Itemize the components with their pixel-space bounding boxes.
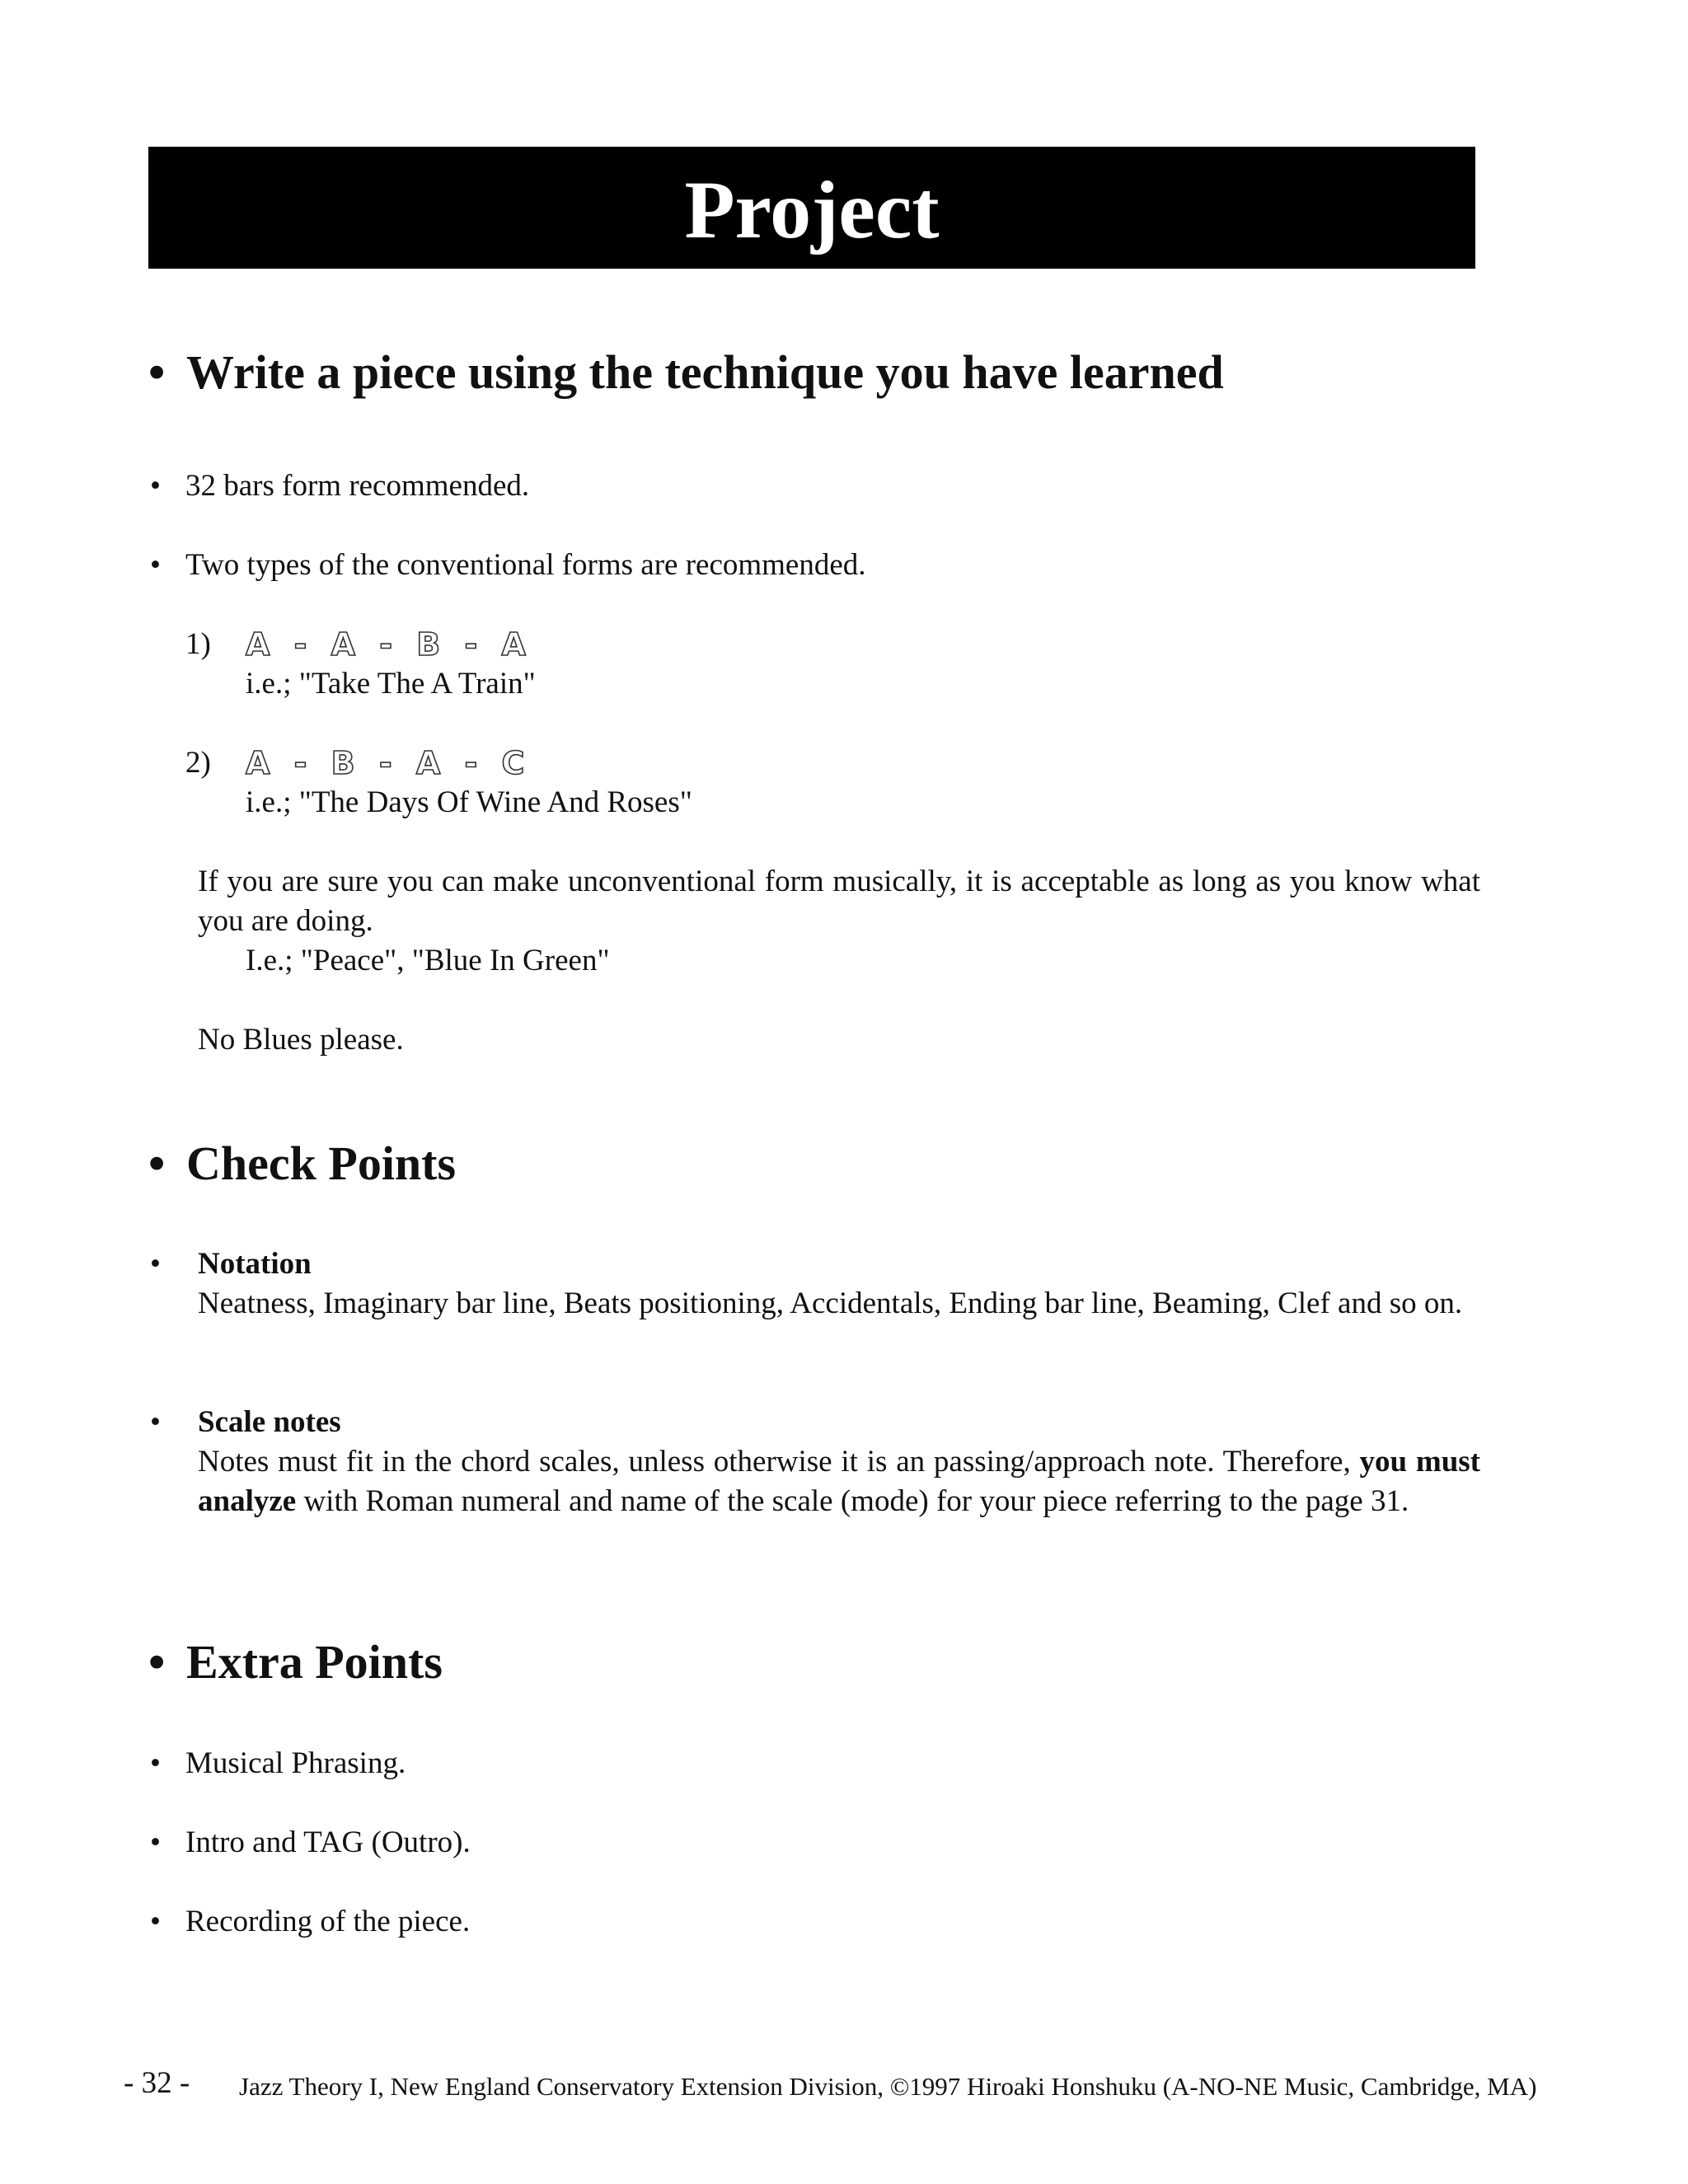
page-title: Project xyxy=(684,164,940,255)
form-number: 1) xyxy=(185,627,211,661)
notation-body: Neatness, Imaginary bar line, Beats positioning, Accidentals, Ending bar line, Beaming, Clef and so on. xyxy=(198,1286,1463,1320)
list-item: Musical Phrasing. xyxy=(185,1746,406,1780)
list-item: Recording of the piece. xyxy=(185,1905,471,1938)
section-heading-text: Extra Points xyxy=(186,1635,443,1689)
section-heading-write-piece xyxy=(148,346,1224,399)
form-letters: A - A - B - A xyxy=(246,626,529,663)
scale-notes-text: Notes must fit in the chord scales, unless otherwise it is an passing/approach note. Therefore, xyxy=(198,1445,1351,1479)
scale-notes-title: Scale notes xyxy=(198,1405,341,1439)
list-item: Intro and TAG (Outro). xyxy=(185,1825,471,1859)
page-number: - 32 - xyxy=(124,2066,190,2100)
scale-notes-body xyxy=(198,1442,1480,1521)
bullet-icon: • xyxy=(150,1905,161,1938)
bullet-icon: • xyxy=(150,1405,161,1439)
notation-title: Notation xyxy=(198,1247,312,1281)
bullet-icon: • xyxy=(150,548,161,582)
list-item: Two types of the conventional forms are recommended. xyxy=(185,548,866,582)
bullet-icon: • xyxy=(150,1825,161,1859)
list-item: 32 bars form recommended. xyxy=(185,469,530,503)
bullet-icon: • xyxy=(150,1247,161,1281)
form-example: i.e.; "Take The A Train" xyxy=(246,667,536,701)
bullet-icon: • xyxy=(148,345,166,399)
title-banner xyxy=(148,147,1475,269)
section-heading-extra-points xyxy=(148,1636,443,1689)
bullet-icon: • xyxy=(150,469,161,503)
scale-notes-text: with Roman numeral and name of the scale (mode) for your piece referring to the page 31. xyxy=(303,1484,1409,1518)
form-example: i.e.; "The Days Of Wine And Roses" xyxy=(246,785,692,819)
section-heading-text: Write a piece using the technique you have learned xyxy=(186,345,1224,399)
unconventional-example: I.e.; "Peace", "Blue In Green" xyxy=(246,944,610,977)
section-heading-check-points xyxy=(148,1137,456,1190)
scale-notes-emphasis: you must analyze xyxy=(198,1445,1480,1518)
section-heading-text: Check Points xyxy=(186,1137,457,1190)
bullet-icon: • xyxy=(148,1635,166,1689)
unconventional-paragraph: If you are sure you can make unconventional form musically, it is acceptable as long as you know what you are doing. xyxy=(198,865,1480,938)
bullet-icon: • xyxy=(148,1137,166,1190)
footer-credit: Jazz Theory I, New England Conservatory Extension Division, ©1997 Hiroaki Honshuku (A-NO-NE Music, Cambridge, MA) xyxy=(239,2072,1537,2101)
no-blues-note: No Blues please. xyxy=(198,1023,404,1057)
form-letters: A - B - A - C xyxy=(246,745,528,781)
form-number: 2) xyxy=(185,746,211,780)
bullet-icon: • xyxy=(150,1746,161,1780)
